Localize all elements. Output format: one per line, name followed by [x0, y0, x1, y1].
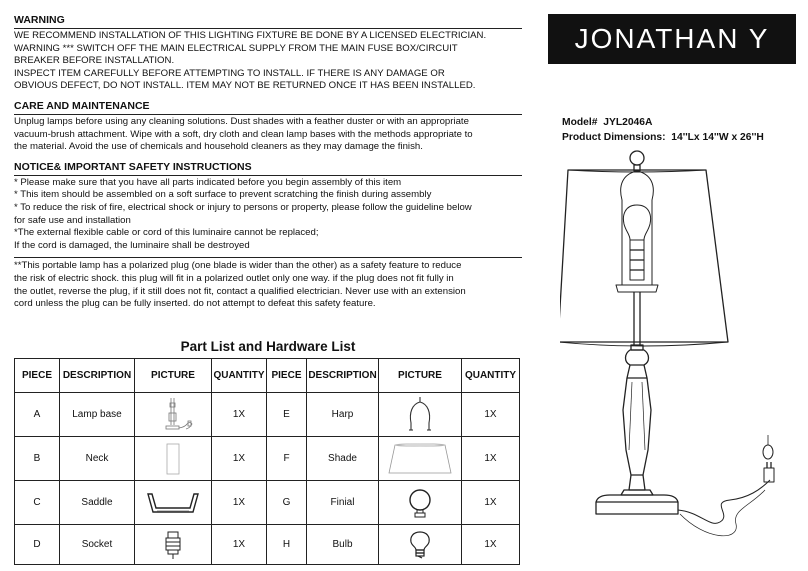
col-header-piece: PIECE: [267, 359, 307, 393]
quantity-cell: 1X: [462, 481, 520, 525]
quantity-cell: 1X: [212, 481, 267, 525]
plug-line: the risk of electric shock. this plug will fit in a polarized outlet only one way. if the plug does not fit fully in: [14, 272, 454, 284]
safety-heading: NOTICE& IMPORTANT SAFETY INSTRUCTIONS: [14, 161, 522, 176]
piece-cell: D: [15, 525, 60, 565]
safety-line: * Please make sure that you have all parts indicated before you begin assembly of this item: [14, 176, 402, 188]
description-cell: Bulb: [307, 525, 379, 565]
brand-logo: JONATHAN Y: [548, 14, 796, 64]
table-row: [15, 393, 520, 437]
col-header-description: DESCRIPTION: [60, 359, 135, 393]
model-value: JYL2046A: [603, 117, 653, 128]
piece-cell: G: [267, 481, 307, 525]
shade-icon: [385, 441, 455, 477]
socket-icon: [161, 529, 185, 561]
bulb-icon: [407, 529, 433, 561]
care-line: vacuum-brush attachment. Wipe with a soft, dry cloth and clean lamp bases with the methods appropriate to: [14, 128, 473, 140]
col-header-description: DESCRIPTION: [307, 359, 379, 393]
quantity-cell: 1X: [462, 525, 520, 565]
care-body: [14, 116, 522, 154]
instructions-column: [14, 14, 522, 311]
description-cell: Harp: [307, 393, 379, 437]
model-label: Model#: [562, 117, 598, 128]
description-cell: Socket: [60, 525, 135, 565]
model-line: [562, 115, 764, 130]
picture-cell: [135, 525, 212, 565]
safety-line: * This item should be assembled on a soft surface to prevent scratching the finish during assembly: [14, 189, 432, 201]
quantity-cell: 1X: [212, 393, 267, 437]
care-line: the material. Avoid the use of chemicals and household cleaners as they may damage the finish.: [14, 141, 423, 153]
col-header-picture: PICTURE: [135, 359, 212, 393]
divider: [14, 257, 522, 258]
warning-line: OBVIOUS DEFECT, DO NOT INSTALL. ITEM MAY NOT BE RETURNED ONCE IT HAS BEEN INSTALLED.: [14, 80, 476, 92]
plug-line: the outlet, reverse the plug, if it still does not fit, contact a qualified electrician. Never use with an extension: [14, 285, 466, 297]
care-heading: CARE AND MAINTENANCE: [14, 100, 522, 115]
parts-table-title: Part List and Hardware List: [180, 339, 356, 354]
quantity-cell: 1X: [462, 437, 520, 481]
lamp-illustration: [560, 150, 790, 555]
safety-line: for safe use and installation: [14, 214, 131, 226]
description-cell: Finial: [307, 481, 379, 525]
plug-notice: [14, 260, 522, 310]
harp-icon: [400, 395, 440, 435]
dimensions-value: 14''Lx 14''W x 26''H: [671, 132, 764, 143]
picture-cell: [379, 525, 462, 565]
warning-line: WARNING *** SWITCH OFF THE MAIN ELECTRICAL SUPPLY FROM THE MAIN FUSE BOX/CIRCUIT: [14, 42, 458, 54]
parts-table: [14, 358, 520, 565]
piece-cell: E: [267, 393, 307, 437]
description-cell: Lamp base: [60, 393, 135, 437]
lamp-base-icon: [148, 395, 198, 435]
warning-line: WE RECOMMEND INSTALLATION OF THIS LIGHTING FIXTURE BE DONE BY A LICENSED ELECTRICIAN.: [14, 30, 487, 41]
picture-cell: [135, 393, 212, 437]
saddle-icon: [145, 488, 201, 518]
table-lamp-icon: [560, 150, 790, 550]
neck-icon: [158, 441, 188, 477]
plug-line: **This portable lamp has a polarized plug (one blade is wider than the other) as a safety feature to reduce: [14, 260, 462, 272]
safety-line: If the cord is damaged, the luminaire shall be destroyed: [14, 239, 250, 251]
col-header-quantity: QUANTITY: [462, 359, 520, 393]
table-row: [15, 437, 520, 481]
warning-heading: WARNING: [14, 14, 522, 29]
quantity-cell: 1X: [462, 393, 520, 437]
warning-body: [14, 30, 522, 93]
picture-cell: [379, 481, 462, 525]
col-header-piece: PIECE: [15, 359, 60, 393]
plug-line: cord unless the plug can be fully inserted. do not attempt to defeat this safety feature.: [14, 298, 376, 310]
dimensions-line: [562, 130, 764, 145]
piece-cell: F: [267, 437, 307, 481]
finial-icon: [405, 486, 435, 520]
description-cell: Shade: [307, 437, 379, 481]
piece-cell: B: [15, 437, 60, 481]
safety-line: *The external flexible cable or cord of this luminaire cannot be replaced;: [14, 227, 319, 239]
table-row: [15, 525, 520, 565]
product-info: [562, 115, 764, 145]
picture-cell: [379, 437, 462, 481]
picture-cell: [379, 393, 462, 437]
dimensions-label: Product Dimensions:: [562, 132, 666, 143]
description-cell: Neck: [60, 437, 135, 481]
safety-body: [14, 177, 522, 253]
piece-cell: C: [15, 481, 60, 525]
quantity-cell: 1X: [212, 437, 267, 481]
piece-cell: A: [15, 393, 60, 437]
description-cell: Saddle: [60, 481, 135, 525]
quantity-cell: 1X: [212, 525, 267, 565]
piece-cell: H: [267, 525, 307, 565]
picture-cell: [135, 437, 212, 481]
safety-line: * To reduce the risk of fire, electrical shock or injury to persons or property, please follow the guideline below: [14, 201, 472, 213]
warning-line: INSPECT ITEM CAREFULLY BEFORE ATTEMPTING TO INSTALL. IF THERE IS ANY DAMAGE OR: [14, 67, 445, 79]
table-row: [15, 481, 520, 525]
col-header-picture: PICTURE: [379, 359, 462, 393]
parts-table-header: [15, 359, 520, 393]
picture-cell: [135, 481, 212, 525]
care-line: Unplug lamps before using any cleaning solutions. Dust shades with a feather duster or with an appropriate: [14, 115, 469, 127]
warning-line: BREAKER BEFORE INSTALLATION.: [14, 55, 175, 67]
col-header-quantity: QUANTITY: [212, 359, 267, 393]
